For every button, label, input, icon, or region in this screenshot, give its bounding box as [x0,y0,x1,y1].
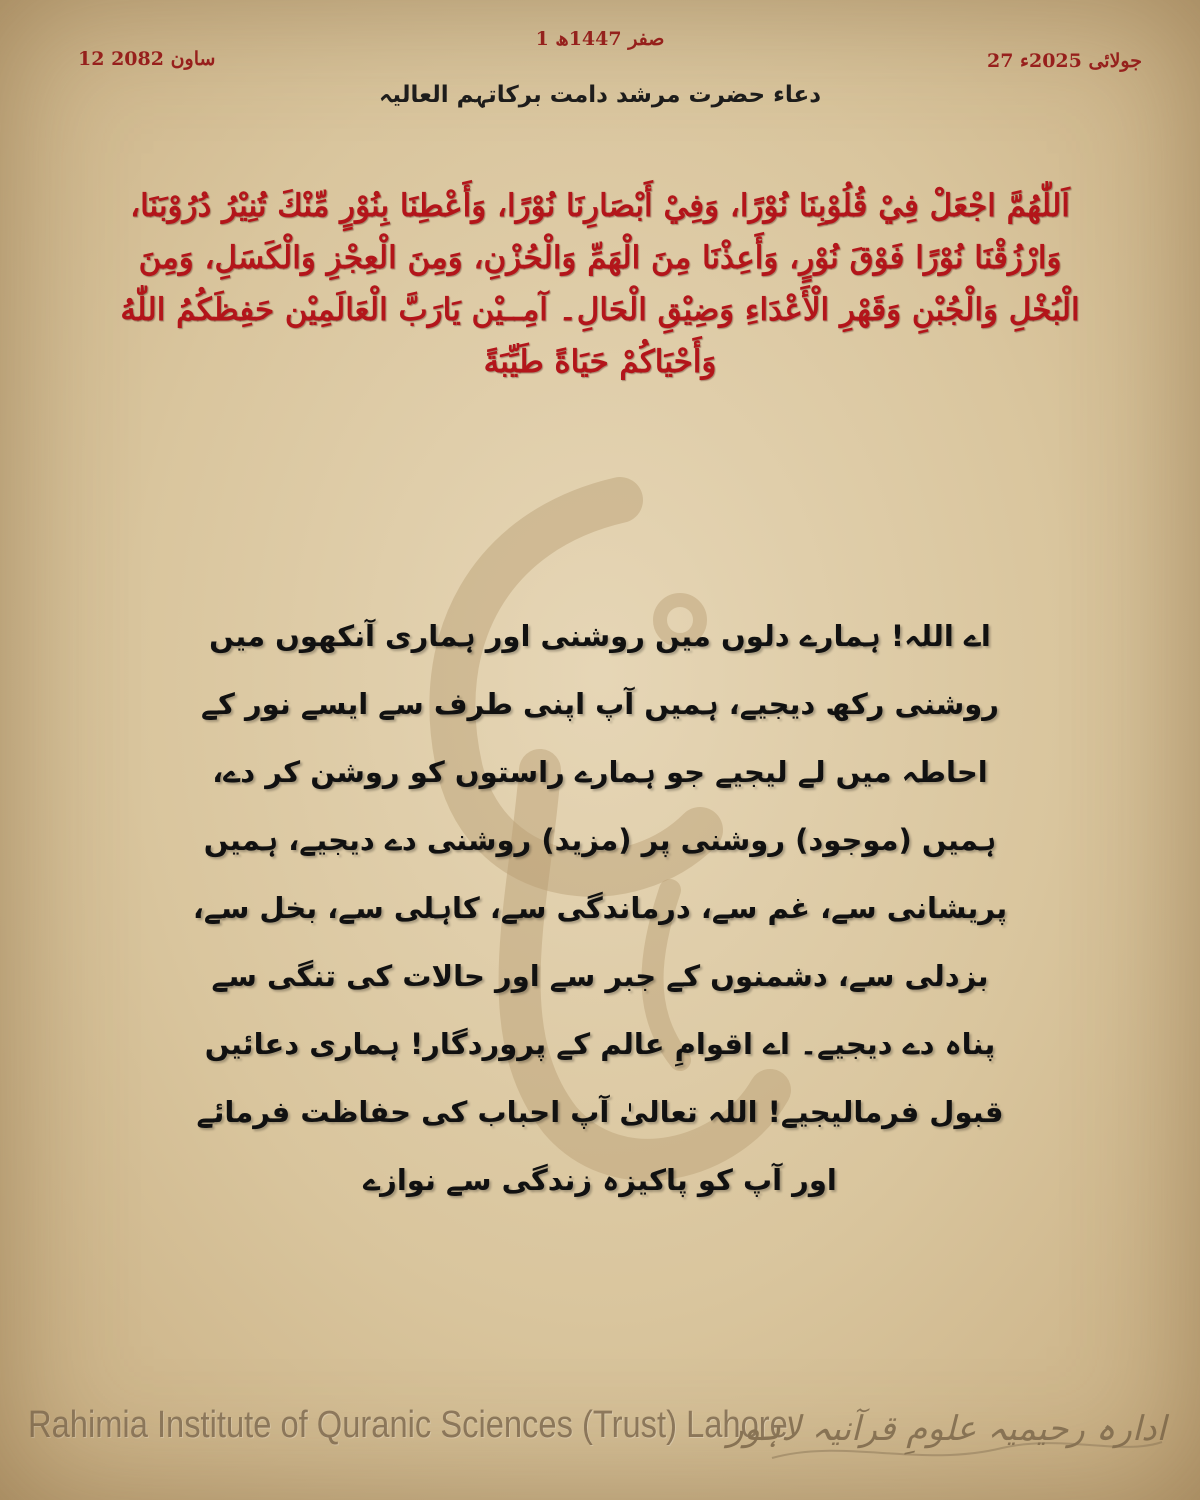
institute-name-urdu-logo: ادارہ رحیمیہ علومِ قرآنیہ لاہور [727,1409,1166,1449]
bikrami-date: 12 ساون 2082 [78,48,216,70]
arabic-dua: اَللّٰهُمَّ اجْعَلْ فِيْ قُلُوْبِنَا نُوْرًا، وَفِيْ أَبْصَارِنَا نُوْرًا، وَأَعْطِنَا بِنُوْرٍ مِّنْكَ تُنِيْرُ دُرُوْبَنَا، وَارْزُقْنَا نُوْرًا فَوْقَ نُوْرٍ، وَأَعِذْنَا مِنَ الْهَمِّ وَالْحُزْنِ، وَمِنَ الْعِجْزِ وَالْكَسَلِ، وَمِنَ الْبُخْلِ وَالْجُبْنِ وَقَهْرِ الْأَعْدَاءِ وَضِيْقِ الْحَالِ۔ آمِــيْن يَارَبَّ الْعَالَمِيْن حَفِظَكُمُ اللّٰهُ وَأَحْيَاكُمْ حَيَاةً طَيِّبَةً [120,188,1080,380]
page-title: دعاء حضرت مرشد دامت برکاتہم العالیہ [378,82,822,108]
urdu-translation: اے اللہ! ہمارے دلوں میں روشنی اور ہماری آنکھوں میں روشنی رکھ دیجیے، ہمیں آپ اپنی طرف سے ایسے نور کے احاطہ میں لے لیجیے جو ہمارے راستوں کو روشن کر دے، ہمیں (موجود) روشنی پر (مزید) روشنی دے دیجیے، ہمیں پریشانی سے، غم سے، درماندگی سے، کاہلی سے، بخل سے، بزدلی سے، دشمنوں کے جبر سے اور حالات کی تنگی سے پناہ دے دیجیے۔ اے اقوامِ عالم کے پروردگار! ہماری دعائیں قبول فرمالیجیے! اللہ تعالیٰ آپ احباب کی حفاظت فرمائے اور آپ کو پاکیزہ زندگی سے نوازے [192,619,1008,1197]
institute-name-english: Rahimia Institute of Quranic Sciences (Trust) Lahore [28,1404,788,1446]
hijri-date: 1 صفر 1447ھ [535,28,665,50]
gregorian-date: 27 جولائی 2025ء [986,50,1142,72]
